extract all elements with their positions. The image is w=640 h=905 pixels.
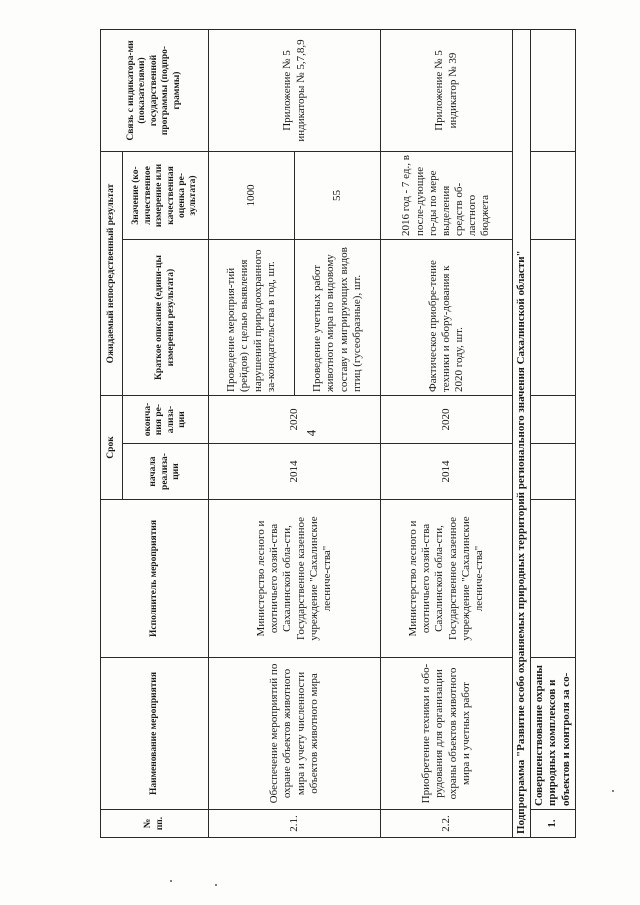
- row-link: Приложение № 5 индикатор № 39: [381, 30, 513, 152]
- empty-cell: [531, 240, 576, 396]
- scan-speck: [612, 790, 614, 792]
- empty-cell: [531, 444, 576, 500]
- measures-table: [100, 29, 576, 838]
- empty-cell: [531, 152, 576, 240]
- subprogram-title: Подпрограмма "Развитие особо охраняемых природных территорий регионального значения Сахалинской области": [513, 30, 531, 838]
- header-name: Наименование мероприятия: [101, 658, 209, 810]
- header-term: Срок: [101, 396, 123, 500]
- header-result: Ожидаемый непосредственный результат: [101, 152, 123, 396]
- header-num: № пп.: [101, 810, 209, 838]
- scan-speck: [170, 880, 172, 882]
- empty-cell: [531, 500, 576, 658]
- header-term-end: оконча-ния ре-ализа-ции: [123, 396, 209, 444]
- header-term-start: начала реализа-ции: [123, 444, 209, 500]
- measures-table-rotated: [100, 30, 572, 838]
- header-row-1: [101, 30, 123, 838]
- table-row: [381, 30, 513, 838]
- row-executor: Министерство лесного и охотничьего хозяй-ства Сахалинской обла-сти, Государственное казенное учреждение "Сахалинские лесниче-ства": [381, 500, 513, 658]
- header-result-value: Значение (ко-личественное измерение или качественная оценка ре-зультата): [123, 152, 209, 240]
- row-start: 2014: [381, 444, 513, 500]
- page-number: 4: [303, 429, 319, 437]
- row-value: 55: [295, 152, 381, 240]
- row-desc: Проведение мероприя-тий (рейдов) с целью выявления нарушений природоохранного за-конодательства в год, шт.: [209, 240, 295, 396]
- row-value: 1000: [209, 152, 295, 240]
- table-row: [209, 30, 295, 838]
- row-start: 2014: [209, 444, 381, 500]
- row-value: 2016 год - 7 ед., в после-дующие го-ды по мере выделения средств об-ластного бюджета: [381, 152, 513, 240]
- row-num: 1.: [531, 810, 576, 838]
- row-end: 2020: [381, 396, 513, 444]
- row-name: Совершенствование охраны природных комплексов и объектов и контроля за со-: [531, 658, 576, 810]
- row-executor: Министерство лесного и охотничьего хозяй-ства Сахалинской обла-сти, Государственное казенное учреждение "Сахалинские лесниче-ства": [209, 500, 381, 658]
- row-name: Приобретение техники и обо-рудования для организации охраны объектов животного мира и учетных работ: [381, 658, 513, 810]
- row-num: 2.2.: [381, 810, 513, 838]
- scan-speck: [215, 884, 217, 886]
- subprogram-row: [513, 30, 531, 838]
- header-executor: Исполнитель мероприятия: [101, 500, 209, 658]
- row-end: 2020: [209, 396, 381, 444]
- row-link: Приложение № 5 индикаторы № 5,7,8,9: [209, 30, 381, 152]
- empty-cell: [531, 396, 576, 444]
- empty-cell: [531, 30, 576, 152]
- header-result-desc: Краткое описание (едини-цы измерения результата): [123, 240, 209, 396]
- row-name: Обеспечение мероприятий по охране объектов животного мира и учету численности объектов животного мира: [209, 658, 381, 810]
- header-link: Связь с индикатора-ми (показателями) государственной программы (подпро-граммы): [101, 30, 209, 152]
- row-desc: Фактическое приобре-тение техники и обору-дования к 2020 году, шт.: [381, 240, 513, 396]
- row-desc: Проведение учетных работ животного мира по видовому составу и мигрирующих видов птиц (гусеобразные), шт.: [295, 240, 381, 396]
- table-row: [531, 30, 576, 838]
- row-num: 2.1.: [209, 810, 381, 838]
